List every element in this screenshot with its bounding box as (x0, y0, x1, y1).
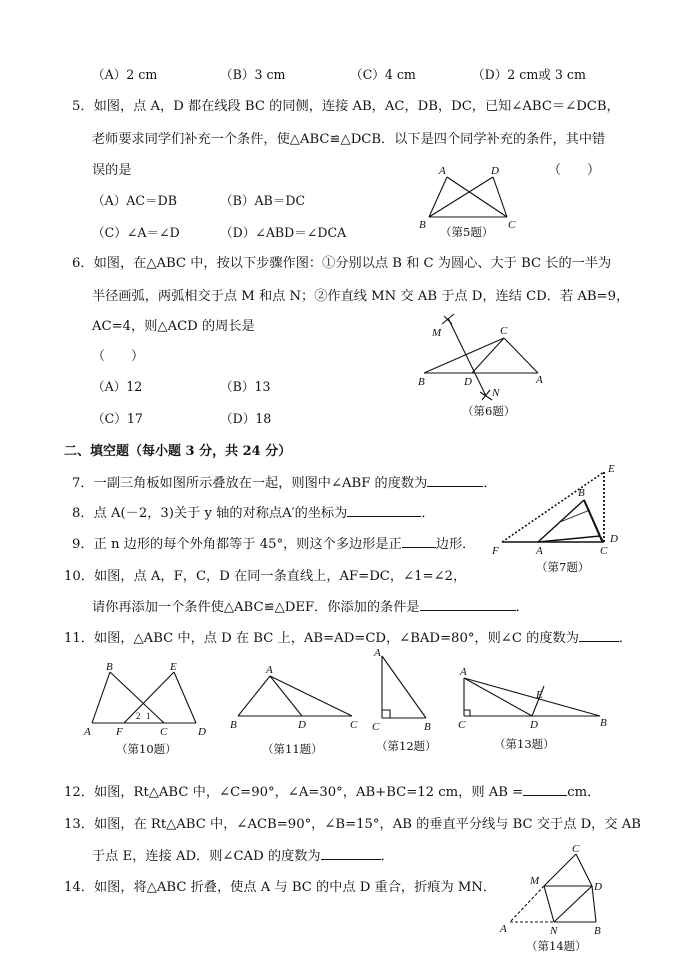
q10-fig-label-1: 1 (146, 711, 151, 721)
q8-answer-blank[interactable] (347, 504, 421, 517)
q5-option-b: （B）AB＝DC (220, 193, 306, 208)
q5-fig-label-d: D (491, 165, 499, 177)
q8-text (72, 502, 435, 521)
q11-figure (226, 660, 366, 734)
q10-tail: ． (515, 600, 529, 615)
q14-fig-label-d: D (594, 881, 602, 893)
q10-fig-label-2: 2 (136, 711, 141, 721)
q11-fig-label-b: B (230, 719, 237, 731)
q12-tail: cm． (567, 785, 601, 800)
q13-line1: 13．如图，在 Rt△ABC 中，∠ACB=90°，∠B=15°，AB 的垂直平分线与 BC 交于点 D，交 AB (64, 817, 641, 832)
q4-option-d: （D）2 cm或 3 cm (472, 67, 586, 82)
q12-caption: （第12题） (376, 739, 437, 753)
q5-line1: 5．如图，点 A，D 都在线段 BC 的同侧，连接 AB，AC，DB，DC，已知∠ABC＝∠DCB， (72, 99, 620, 114)
q6-figure (412, 308, 552, 404)
q10-fig-label-c: C (160, 726, 168, 738)
q5-line3: 误的是 (92, 163, 132, 178)
q13-line2: 于点 E，连接 AD．则∠CAD 的度数为 (92, 849, 321, 864)
q12-figure (366, 644, 438, 736)
q14-fig-label-b: B (594, 925, 601, 937)
q10-fig-label-b: B (106, 661, 113, 673)
q12-fig-label-a: A (374, 647, 381, 659)
q5-answer-paren: （ ） (548, 163, 601, 178)
q5-option-a: （A）AC＝DB (92, 193, 177, 208)
q9-text (72, 533, 475, 552)
q12-fig-label-b: B (424, 721, 431, 733)
q4-option-a: （A）2 cm (92, 67, 158, 82)
q6-answer-paren: （ ） (92, 349, 145, 364)
q8-tail: ． (421, 506, 435, 521)
q6-option-d: （D）18 (220, 411, 272, 426)
q13-fig-label-b: B (600, 717, 607, 729)
q6-line3: AC=4，则△ACD 的周长是 (92, 319, 255, 334)
q6-line1: 6．如图，在△ABC 中，按以下步骤作图：①分别以点 B 和 C 为圆心、大于 BC 长的一半为 (72, 256, 612, 271)
q13-tail: ． (380, 849, 394, 864)
q14-fig-label-c: C (572, 843, 580, 855)
q5-fig-label-b: B (419, 219, 426, 231)
q14-figure (496, 840, 616, 940)
q10-line2-wrap (92, 596, 529, 615)
q14-fig-label-a: A (500, 923, 507, 935)
q10-fig-label-d: D (198, 726, 206, 738)
q14-caption: （第14题） (526, 939, 587, 953)
q7-fig-label-b: B (578, 487, 585, 499)
q6-fig-label-n: N (492, 387, 500, 399)
q5-fig-label-a: A (439, 165, 446, 177)
q4-option-b: （B）3 cm (220, 67, 286, 82)
q6-option-c: （C）17 (92, 411, 143, 426)
section-2-heading: 二、填空题（每小题 3 分，共 24 分） (64, 444, 292, 459)
q5-fig-label-c: C (508, 219, 516, 231)
q10-fig-label-a: A (84, 726, 91, 738)
q5-caption: （第5题） (440, 225, 494, 239)
q12-text (64, 781, 600, 800)
q12-answer-blank[interactable] (523, 783, 567, 796)
q13-answer-blank[interactable] (321, 847, 381, 860)
q4-option-c: （C）4 cm (350, 67, 416, 82)
q7-fig-label-d: D (610, 533, 618, 545)
q9-stem: 9．正 n 边形的每个外角都等于 45°，则这个多边形是正 (72, 537, 402, 552)
q14-fig-label-m: M (530, 875, 540, 887)
q11-stem: 11．如图，△ABC 中，点 D 在 BC 上，AB=AD=CD，∠BAD=80°，则∠C 的度数为 (64, 631, 579, 646)
q7-tail: ． (483, 476, 497, 491)
q7-answer-blank[interactable] (427, 474, 483, 487)
q10-figure (82, 660, 212, 738)
q4-options (0, 64, 688, 84)
q5-option-c: （C）∠A＝∠D (92, 225, 180, 240)
q10-answer-blank[interactable] (420, 598, 516, 611)
q10-fig-label-e: E (170, 661, 177, 673)
q10-line1: 10．如图，点 A，F，C，D 在同一条直线上，AF=DC，∠1=∠2， (64, 569, 467, 584)
q6-line2: 半径画弧，两弧相交于点 M 和点 N；②作直线 MN 交 AB 于点 D，连结 CD．若 AB=9， (92, 289, 630, 304)
q13-caption: （第13题） (494, 737, 555, 751)
q7-fig-label-c: C (600, 545, 608, 557)
q11-fig-label-c: C (350, 719, 358, 731)
q14-fig-label-n: N (550, 925, 558, 937)
q12-stem: 12．如图，Rt△ABC 中，∠C=90°，∠A=30°，AB+BC=12 cm，则 AB = (64, 785, 524, 800)
q6-fig-label-m: M (432, 327, 442, 339)
q10-fig-label-f: F (116, 726, 123, 738)
q6-fig-label-a: A (536, 374, 543, 386)
q7-figure (490, 460, 630, 560)
q11-answer-blank[interactable] (579, 629, 619, 642)
q7-fig-label-a: A (536, 545, 543, 557)
q13-fig-label-a: A (460, 666, 467, 678)
q10-caption: （第10题） (116, 742, 177, 756)
q11-fig-label-d: D (298, 719, 306, 731)
q13-fig-label-c: C (458, 719, 466, 731)
q6-fig-label-b: B (418, 376, 425, 388)
q7-stem: 7．一副三角板如图所示叠放在一起，则图中∠ABF 的度数为 (72, 476, 428, 491)
q7-text (72, 472, 497, 491)
q6-fig-label-d: D (464, 376, 472, 388)
q6-option-a: （A）12 (92, 379, 143, 394)
q8-stem: 8．点 A(－2，3)关于 y 轴的对称点A′的坐标为 (72, 506, 348, 521)
q7-caption: （第7题） (536, 560, 590, 574)
q6-fig-label-c: C (500, 325, 508, 337)
q14-text: 14．如图，将△ABC 折叠，使点 A 与 BC 的中点 D 重合，折痕为 MN． (64, 880, 497, 895)
q5-option-d: （D）∠ABD＝∠DCA (220, 225, 347, 240)
q12-fig-label-c: C (372, 721, 380, 733)
q9-tail: 边形． (435, 537, 476, 552)
q9-answer-blank[interactable] (402, 535, 436, 548)
q6-option-b: （B）13 (220, 379, 271, 394)
q13-fig-label-d: D (530, 719, 538, 731)
q10-line2: 请你再添加一个条件使△ABC≌△DEF．你添加的条件是 (92, 600, 420, 615)
q5-line2: 老师要求同学们补充一个条件，使△ABC≌△DCB．以下是四个同学补充的条件，其中错 (92, 132, 606, 147)
q13-line2-wrap (92, 845, 394, 864)
q11-caption: （第11题） (262, 742, 323, 756)
q11-fig-label-a: A (266, 664, 273, 676)
q13-figure (452, 664, 622, 734)
q7-fig-label-e: E (608, 463, 615, 475)
q6-caption: （第6题） (462, 404, 516, 418)
q11-text (64, 627, 632, 646)
q13-fig-label-e: E (536, 689, 543, 701)
q11-tail: ． (618, 631, 633, 646)
q7-fig-label-f: F (492, 545, 499, 557)
